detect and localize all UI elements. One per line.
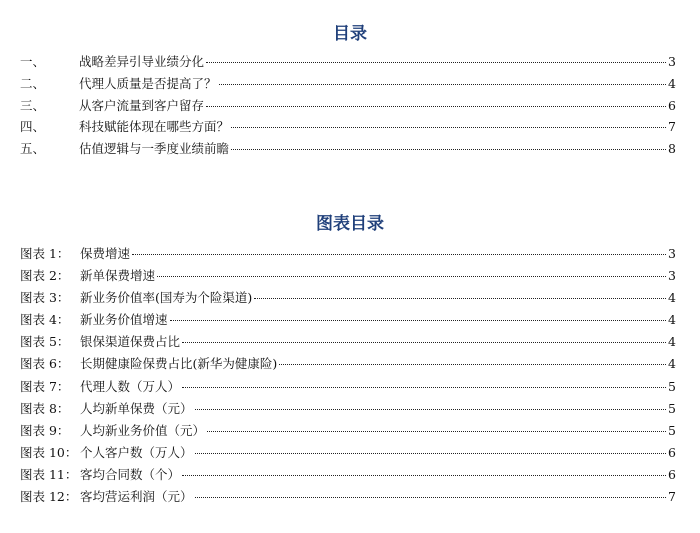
toc-entry[interactable] xyxy=(20,73,676,95)
figure-entry-page-number: 7 xyxy=(668,489,676,505)
figure-entry-label: 客均营运利润（元） xyxy=(80,489,193,505)
toc-entry-label: 科技赋能体现在哪些方面？ xyxy=(79,119,230,135)
toc-entry-number: 四、 xyxy=(20,119,46,135)
toc-entry-number: 二、 xyxy=(20,75,46,91)
dot-leader xyxy=(182,475,666,476)
figure-entry[interactable] xyxy=(20,265,676,287)
toc-entry[interactable] xyxy=(20,116,676,138)
toc-list xyxy=(20,51,676,160)
figure-entry-label: 新业务价值增速 xyxy=(80,312,168,328)
figure-entry-number: 图表 11： xyxy=(20,466,78,482)
figure-entry-number: 图表 4： xyxy=(20,312,70,328)
figure-entry-number: 图表 12： xyxy=(20,489,78,505)
toc-entry-number: 一、 xyxy=(20,54,46,69)
figure-entry-label: 人均新业务价值（元） xyxy=(80,422,206,438)
dot-leader xyxy=(170,320,667,321)
toc-entry-page-number: 3 xyxy=(668,54,676,69)
dot-leader xyxy=(219,84,667,85)
dot-leader xyxy=(182,387,666,388)
figure-entry-number: 图表 2： xyxy=(20,268,70,284)
figure-entry[interactable] xyxy=(20,353,676,375)
dot-leader xyxy=(207,431,666,432)
figure-list xyxy=(20,243,676,508)
figure-entry-number: 图表 5： xyxy=(20,334,70,350)
figure-entry-label: 客均合同数（个） xyxy=(80,466,181,482)
toc-title: 目录 xyxy=(333,24,367,44)
dot-leader xyxy=(195,453,667,454)
toc-entry-label: 估值逻辑与一季度业绩前瞻 xyxy=(79,141,230,157)
figure-entry-number: 图表 9： xyxy=(20,422,70,438)
dot-leader xyxy=(195,409,667,410)
toc-entry-page-number: 8 xyxy=(668,141,676,157)
dot-leader xyxy=(206,106,666,107)
dot-leader xyxy=(195,497,667,498)
toc-entry-page-number: 6 xyxy=(668,97,676,113)
figure-entry-label: 个人客户数（万人） xyxy=(80,444,193,460)
toc-entry-number: 五、 xyxy=(20,141,46,157)
figure-entry-label: 新单保费增速 xyxy=(80,268,156,284)
figure-entry[interactable] xyxy=(20,376,676,398)
dot-leader xyxy=(132,254,666,255)
toc-entry[interactable] xyxy=(20,95,676,117)
figure-entry-page-number: 6 xyxy=(668,444,676,460)
dot-leader xyxy=(157,276,666,277)
toc-entry-label: 战略差异引导业绩分化 xyxy=(79,54,205,69)
figure-entry-page-number: 3 xyxy=(668,246,676,261)
figure-entry-page-number: 3 xyxy=(668,268,676,284)
dot-leader xyxy=(254,298,666,299)
figure-entry[interactable] xyxy=(20,398,676,420)
toc-entry-label: 从客户流量到客户留存 xyxy=(79,97,205,113)
figure-entry[interactable] xyxy=(20,243,676,265)
figure-entry-page-number: 4 xyxy=(668,356,676,372)
figure-entry-number: 图表 6： xyxy=(20,356,70,372)
figure-entry[interactable] xyxy=(20,464,676,486)
figure-entry-page-number: 6 xyxy=(668,466,676,482)
figure-entry-number: 图表 3： xyxy=(20,290,70,306)
dot-leader xyxy=(231,127,666,128)
figure-entry[interactable] xyxy=(20,309,676,331)
figure-entry[interactable] xyxy=(20,420,676,442)
toc-entry-page-number: 4 xyxy=(668,75,676,91)
toc-entry[interactable] xyxy=(20,51,676,73)
figure-entry[interactable] xyxy=(20,287,676,309)
toc-entry-number: 三、 xyxy=(20,97,46,113)
toc-entry[interactable] xyxy=(20,138,676,160)
figure-entry-number: 图表 7： xyxy=(20,378,70,394)
dot-leader xyxy=(206,62,666,63)
dot-leader xyxy=(279,364,666,365)
figure-entry[interactable] xyxy=(20,331,676,353)
figure-entry-label: 新业务价值率(国寿为个险渠道) xyxy=(80,290,253,306)
figure-entry-page-number: 5 xyxy=(668,422,676,438)
figure-entry-label: 人均新单保费（元） xyxy=(80,400,193,416)
figure-entry-label: 长期健康险保费占比(新华为健康险) xyxy=(80,356,278,372)
figure-entry[interactable] xyxy=(20,486,676,508)
toc-entry-label: 代理人质量是否提高了？ xyxy=(79,75,217,91)
figure-list-title: 图表目录 xyxy=(316,214,384,234)
figure-entry-page-number: 5 xyxy=(668,400,676,416)
figure-entry-number: 图表 8： xyxy=(20,400,70,416)
dot-leader xyxy=(231,149,666,150)
figure-entry-number: 图表 1： xyxy=(20,246,70,261)
figure-entry-page-number: 4 xyxy=(668,290,676,306)
figure-entry[interactable] xyxy=(20,442,676,464)
dot-leader xyxy=(182,342,666,343)
figure-entry-page-number: 4 xyxy=(668,334,676,350)
figure-entry-number: 图表 10： xyxy=(20,444,78,460)
toc-entry-page-number: 7 xyxy=(668,119,676,135)
figure-entry-label: 保费增速 xyxy=(80,246,131,261)
figure-entry-page-number: 5 xyxy=(668,378,676,394)
figure-entry-label: 银保渠道保费占比 xyxy=(80,334,181,350)
figure-entry-label: 代理人数（万人） xyxy=(80,378,181,394)
figure-entry-page-number: 4 xyxy=(668,312,676,328)
